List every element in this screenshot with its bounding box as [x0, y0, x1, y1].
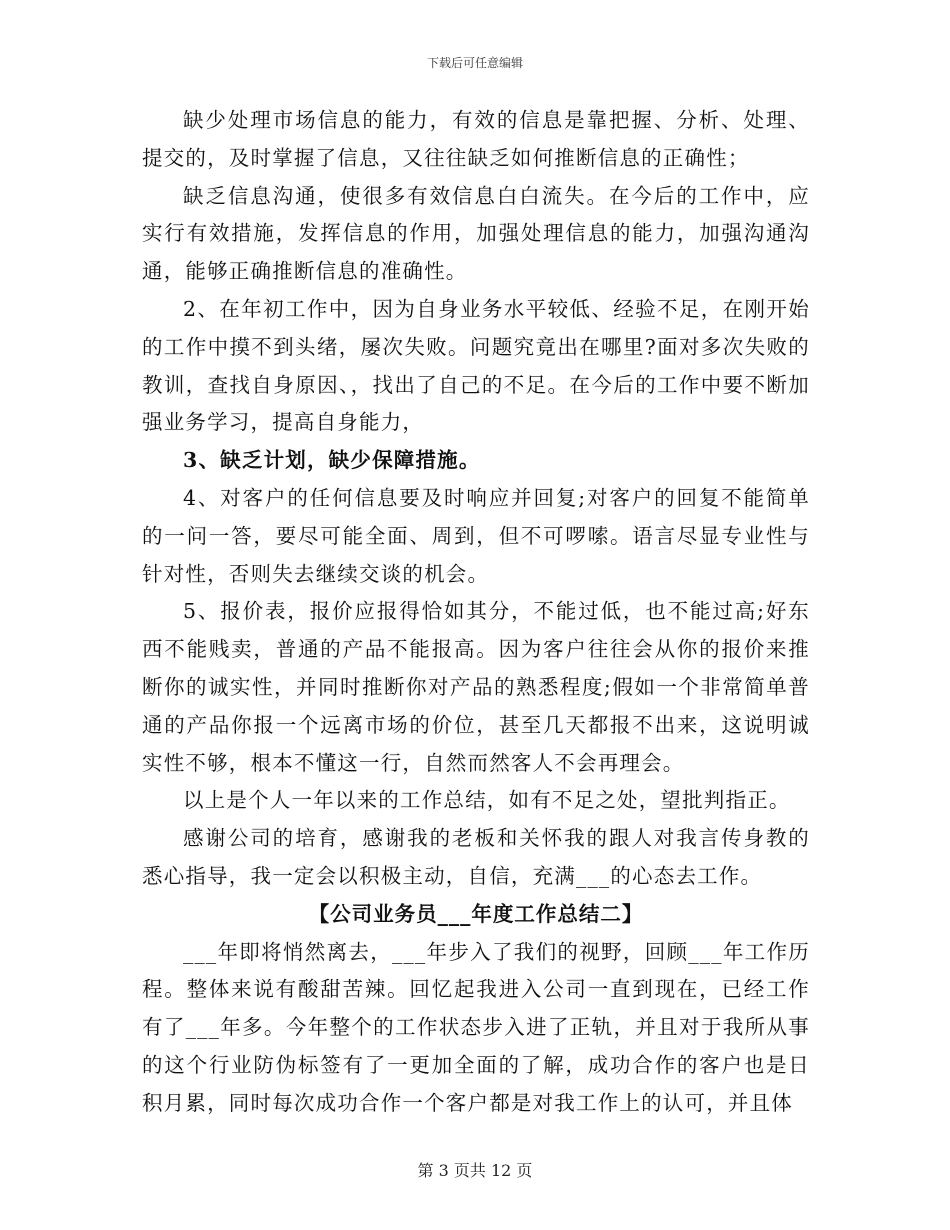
page-footer: 第 3 页共 12 页 [417, 1161, 533, 1180]
paragraph: 4、对客户的任何信息要及时响应并回复;对客户的回复不能简单的一问一答，要尽可能全面、周到，但不可啰嗦。语言尽显专业性与针对性，否则失去继续交谈的机会。 [142, 485, 810, 586]
paragraph: 缺乏信息沟通，使很多有效信息白白流失。在今后的工作中，应实行有效措施，发挥信息的作用，加强处理信息的能力，加强沟通沟通，能够正确推断信息的准确性。 [142, 183, 810, 284]
page-header: 下载后可任意编辑 [426, 56, 523, 70]
paragraph: 5、报价表，报价应报得恰如其分，不能过低，也不能过高;好东西不能贱卖，普通的产品不能报高。因为客户往往会从你的报价来推断你的诚实性，并同时推断你对产品的熟悉程度;假如一个非常简单普通的产品你报一个远离市场的价位，甚至几天都报不出来，这说明诚实性不够，根本不懂这一行，自然而然客人不会再理会。 [142, 599, 810, 775]
paragraph: 2、在年初工作中，因为自身业务水平较低、经验不足，在刚开始的工作中摸不到头绪，屡次失败。问题究竟出在哪里?面对多次失败的教训，查找自身原因、，找出了自己的不足。在今后的工作中要不断加强业务学习，提高自身能力， [142, 296, 810, 435]
section-heading: 【公司业务员___年度工作总结二】 [308, 901, 644, 926]
bold-paragraph: 3、缺乏计划，缺少保障措施。 [183, 448, 481, 473]
paragraph: ___年即将悄然离去，___年步入了我们的视野，回顾___年工作历程。整体来说有酸甜苦辣。回忆起我进入公司一直到现在，已经工作有了___年多。今年整个的工作状态步入进了正轨，并且对于我所从事的这个行业防伪标签有了一更加全面的了解，成功合作的客户也是日积月累，同时每次成功合作一个客户都是对我工作上的认可，并且体 [142, 939, 810, 1115]
paragraph: 感谢公司的培育，感谢我的老板和关怀我的跟人对我言传身教的悉心指导，我一定会以积极主动，自信，充满___的心态去工作。 [142, 826, 810, 888]
document-body [142, 102, 810, 1123]
paragraph: 缺少处理市场信息的能力，有效的信息是靠把握、分析、处理、提交的，及时掌握了信息，又往往缺乏如何推断信息的正确性； [142, 108, 810, 170]
paragraph: 以上是个人一年以来的工作总结，如有不足之处，望批判指正。 [183, 788, 791, 813]
